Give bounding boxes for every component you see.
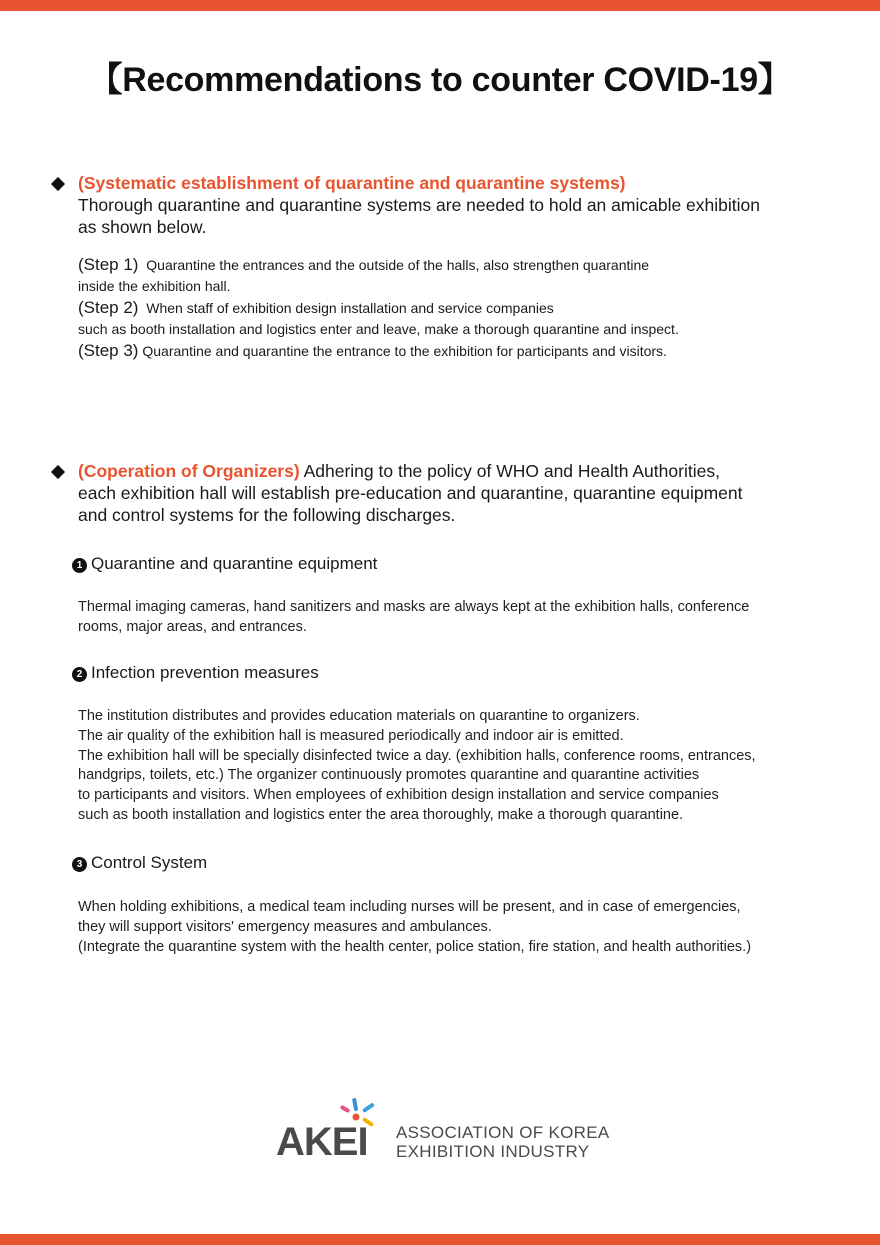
section-organizer-cooperation — [53, 460, 853, 526]
section-quarantine-systems — [53, 172, 853, 362]
item-heading-equipment — [72, 554, 377, 574]
number-2-icon: 2 — [72, 667, 87, 682]
item-title: Control System — [91, 853, 208, 872]
body-line: handgrips, toilets, etc.) The organizer continuously promotes quarantine and quarantine activities — [78, 767, 700, 784]
item-title: Infection prevention measures — [91, 663, 319, 682]
body-line: (Integrate the quarantine system with the health center, police station, fire station, and health authorities.) — [78, 938, 752, 955]
top-accent-bar — [0, 0, 880, 11]
intro-line: Adhering to the policy of WHO and Health Authorities, — [303, 461, 720, 481]
intro-line: as shown below. — [78, 217, 207, 237]
item-body-equipment — [78, 598, 868, 638]
body-line: they will support visitors' emergency measures and ambulances. — [78, 918, 492, 935]
logo-tagline-2: EXHIBITION INDUSTRY — [396, 1142, 590, 1161]
logo-wordmark: AKEI — [276, 1120, 368, 1164]
item-body-control — [78, 898, 868, 957]
step-3 — [78, 340, 853, 362]
bottom-accent-bar — [0, 1234, 880, 1245]
body-line: Thermal imaging cameras, hand sanitizers and masks are always kept at the exhibition halls, conference — [78, 599, 750, 615]
number-3-icon: 3 — [72, 857, 87, 872]
akei-logo — [274, 1098, 614, 1168]
body-line: When holding exhibitions, a medical team including nurses will be present, and in case of emergencies, — [78, 899, 741, 915]
step-1 — [78, 254, 853, 276]
item-heading-prevention — [72, 663, 319, 683]
step-2 — [78, 297, 853, 319]
item-heading-control — [72, 853, 207, 873]
intro-line: and control systems for the following discharges. — [78, 505, 456, 525]
step-text: When staff of exhibition design installation and service companies — [146, 300, 554, 316]
step-text: Quarantine and quarantine the entrance to the exhibition for participants and visitors. — [142, 343, 667, 359]
logo-tagline-1: ASSOCIATION OF KOREA — [396, 1123, 610, 1142]
intro-line: Thorough quarantine and quarantine systems are needed to hold an amicable exhibition — [78, 195, 760, 215]
intro-line: each exhibition hall will establish pre-education and quarantine, quarantine equipment — [78, 483, 743, 503]
body-line: The exhibition hall will be specially disinfected twice a day. (exhibition halls, conference rooms, entrances, — [78, 747, 756, 764]
step-text: such as booth installation and logistics enter and leave, make a thorough quarantine and inspect. — [78, 321, 679, 337]
step-label: (Step 2) — [78, 298, 139, 317]
step-text: Quarantine the entrances and the outside of the halls, also strengthen quarantine — [146, 257, 650, 273]
item-title: Quarantine and quarantine equipment — [91, 554, 378, 573]
number-1-icon: 1 — [72, 558, 87, 573]
body-line: The air quality of the exhibition hall is measured periodically and indoor air is emitted. — [78, 727, 624, 744]
section-heading: (Systematic establishment of quarantine and quarantine systems) — [78, 173, 626, 193]
body-line: The institution distributes and provides education materials on quarantine to organizers. — [78, 708, 640, 724]
body-line: rooms, major areas, and entrances. — [78, 618, 307, 635]
step-text: inside the exhibition hall. — [78, 278, 231, 294]
body-line: such as booth installation and logistics enter the area thoroughly, make a thorough quarantine. — [78, 806, 684, 823]
section-heading: (Coperation of Organizers) — [78, 461, 300, 481]
item-body-prevention — [78, 707, 868, 826]
body-line: to participants and visitors. When employees of exhibition design installation and service companies — [78, 787, 719, 804]
step-label: (Step 3) — [78, 341, 139, 360]
page-title: 【Recommendations to counter COVID-19】 — [88, 61, 792, 99]
step-label: (Step 1) — [78, 255, 139, 274]
